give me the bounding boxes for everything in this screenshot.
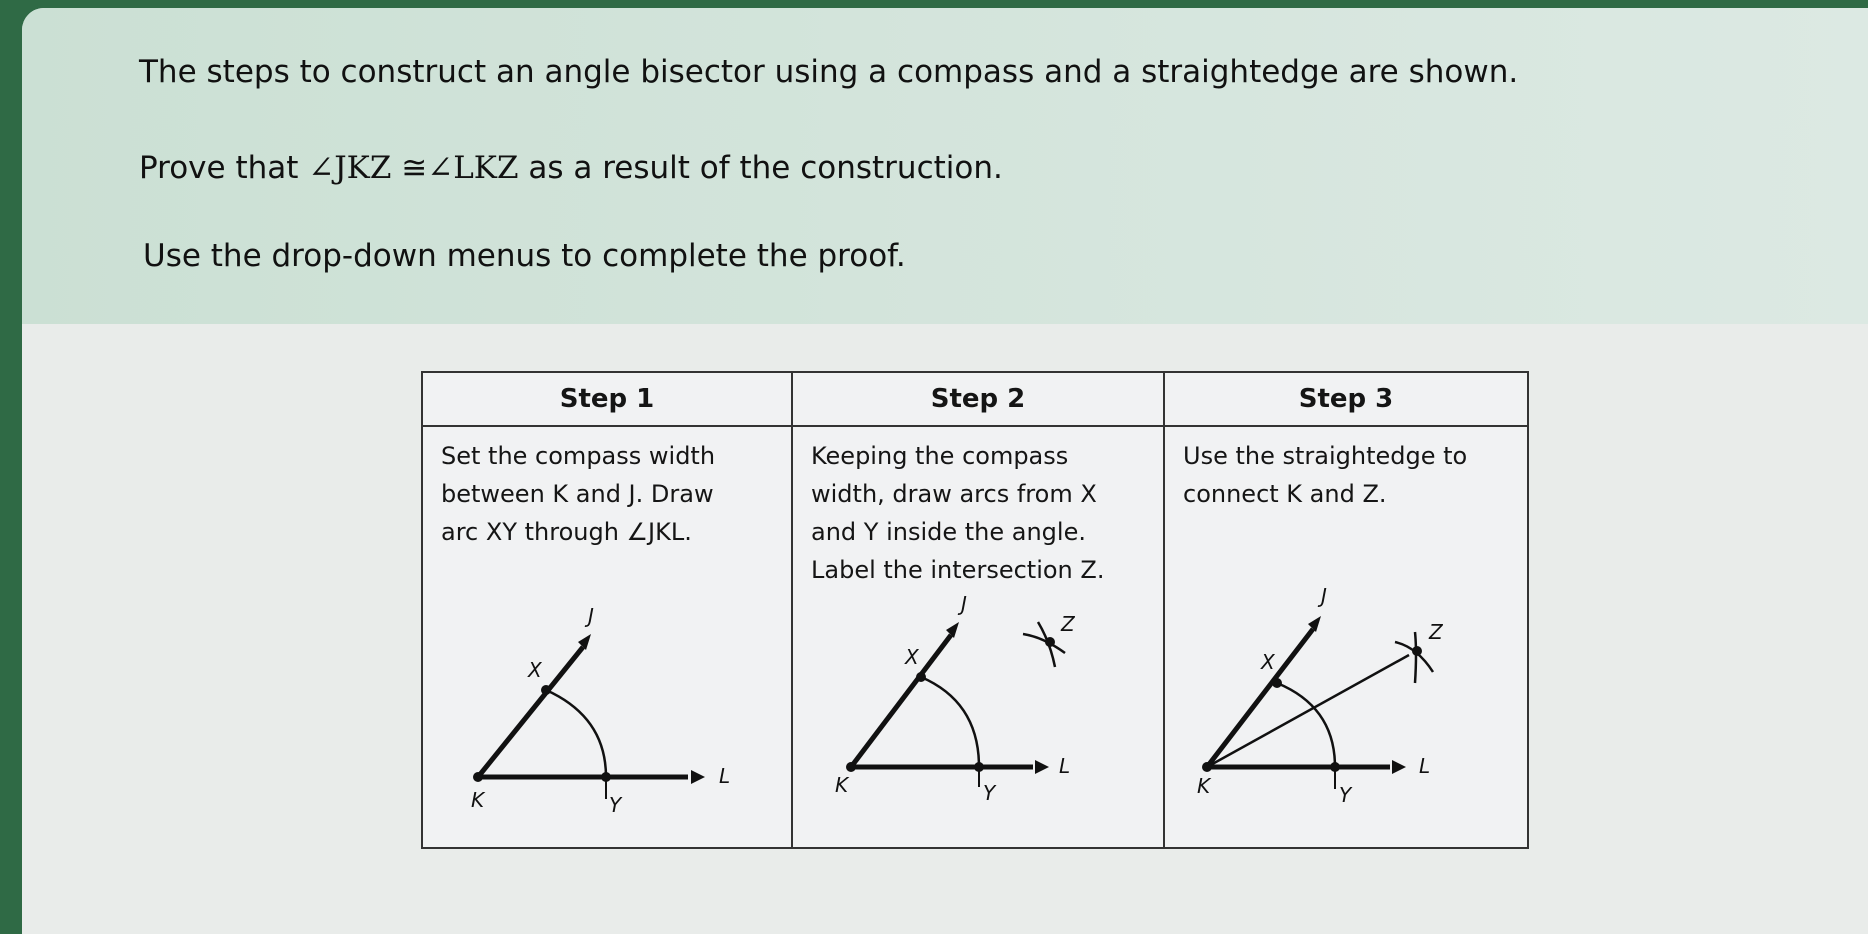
steps-header-row bbox=[422, 372, 1528, 426]
angle-jkz: ∠JKZ bbox=[308, 150, 392, 186]
step-2-description: Keeping the compass width, draw arcs from X and Y inside the angle. Label the intersection Z. bbox=[811, 442, 1105, 584]
point-k bbox=[1202, 762, 1212, 772]
label-l: L bbox=[1419, 754, 1431, 778]
point-x bbox=[1272, 678, 1282, 688]
step-2-cell bbox=[792, 426, 1164, 848]
label-k: K bbox=[471, 788, 485, 812]
label-x: X bbox=[528, 658, 542, 682]
label-z: Z bbox=[1061, 612, 1075, 636]
prove-statement bbox=[139, 150, 1003, 186]
arrowhead-l bbox=[1392, 760, 1406, 774]
angle-lkz: ∠LKZ bbox=[427, 150, 519, 186]
step-3-cell bbox=[1164, 426, 1528, 848]
point-x bbox=[916, 672, 926, 682]
step-1-description: Set the compass width between K and J. Draw arc XY through ∠JKL. bbox=[441, 442, 716, 546]
label-j: J bbox=[1321, 587, 1327, 608]
label-x: X bbox=[1261, 650, 1275, 674]
prove-prefix: Prove that bbox=[139, 150, 309, 186]
congruent-symbol: ≅ bbox=[391, 150, 428, 186]
step-1-diagram bbox=[423, 587, 783, 847]
label-k: K bbox=[835, 773, 849, 797]
ray-kz bbox=[1207, 655, 1409, 767]
arc-xy bbox=[546, 690, 606, 777]
point-z bbox=[1045, 637, 1055, 647]
label-y: Y bbox=[983, 781, 996, 805]
label-k: K bbox=[1197, 774, 1211, 798]
step-2-diagram bbox=[793, 587, 1153, 847]
step-3-description: Use the straightedge to connect K and Z. bbox=[1183, 442, 1468, 508]
step-3-diagram bbox=[1165, 587, 1525, 847]
point-k bbox=[846, 762, 856, 772]
arc-xy bbox=[921, 677, 979, 767]
label-j: J bbox=[961, 592, 967, 616]
instruction-text: Use the drop-down menus to complete the proof. bbox=[143, 238, 906, 274]
arc-from-x bbox=[1415, 632, 1416, 683]
label-l: L bbox=[719, 764, 731, 788]
ray-kj bbox=[1207, 629, 1313, 767]
label-l: L bbox=[1059, 754, 1071, 778]
point-k bbox=[473, 772, 483, 782]
step-3-header: Step 3 bbox=[1164, 372, 1528, 426]
step-1-header: Step 1 bbox=[422, 372, 792, 426]
construction-steps-table bbox=[421, 371, 1529, 849]
prove-suffix: as a result of the construction. bbox=[518, 150, 1003, 186]
arc-xy bbox=[1277, 683, 1335, 767]
label-x: X bbox=[905, 645, 919, 669]
question-prompt-panel bbox=[22, 8, 1868, 324]
label-y: Y bbox=[1339, 783, 1352, 807]
label-y: Y bbox=[609, 793, 622, 817]
step-2-header: Step 2 bbox=[792, 372, 1164, 426]
step-1-cell bbox=[422, 426, 792, 848]
steps-content-row bbox=[422, 426, 1528, 848]
screen bbox=[22, 8, 1868, 934]
ray-kj bbox=[851, 635, 951, 767]
arc-from-y bbox=[1395, 642, 1433, 672]
point-z bbox=[1412, 646, 1422, 656]
label-j: J bbox=[588, 604, 594, 628]
point-x bbox=[541, 685, 551, 695]
label-z: Z bbox=[1429, 620, 1443, 644]
arrowhead-l bbox=[691, 770, 705, 784]
question-intro-text: The steps to construct an angle bisector using a compass and a straightedge are shown. bbox=[139, 54, 1519, 90]
arc-from-y bbox=[1023, 634, 1065, 653]
arrowhead-l bbox=[1035, 760, 1049, 774]
